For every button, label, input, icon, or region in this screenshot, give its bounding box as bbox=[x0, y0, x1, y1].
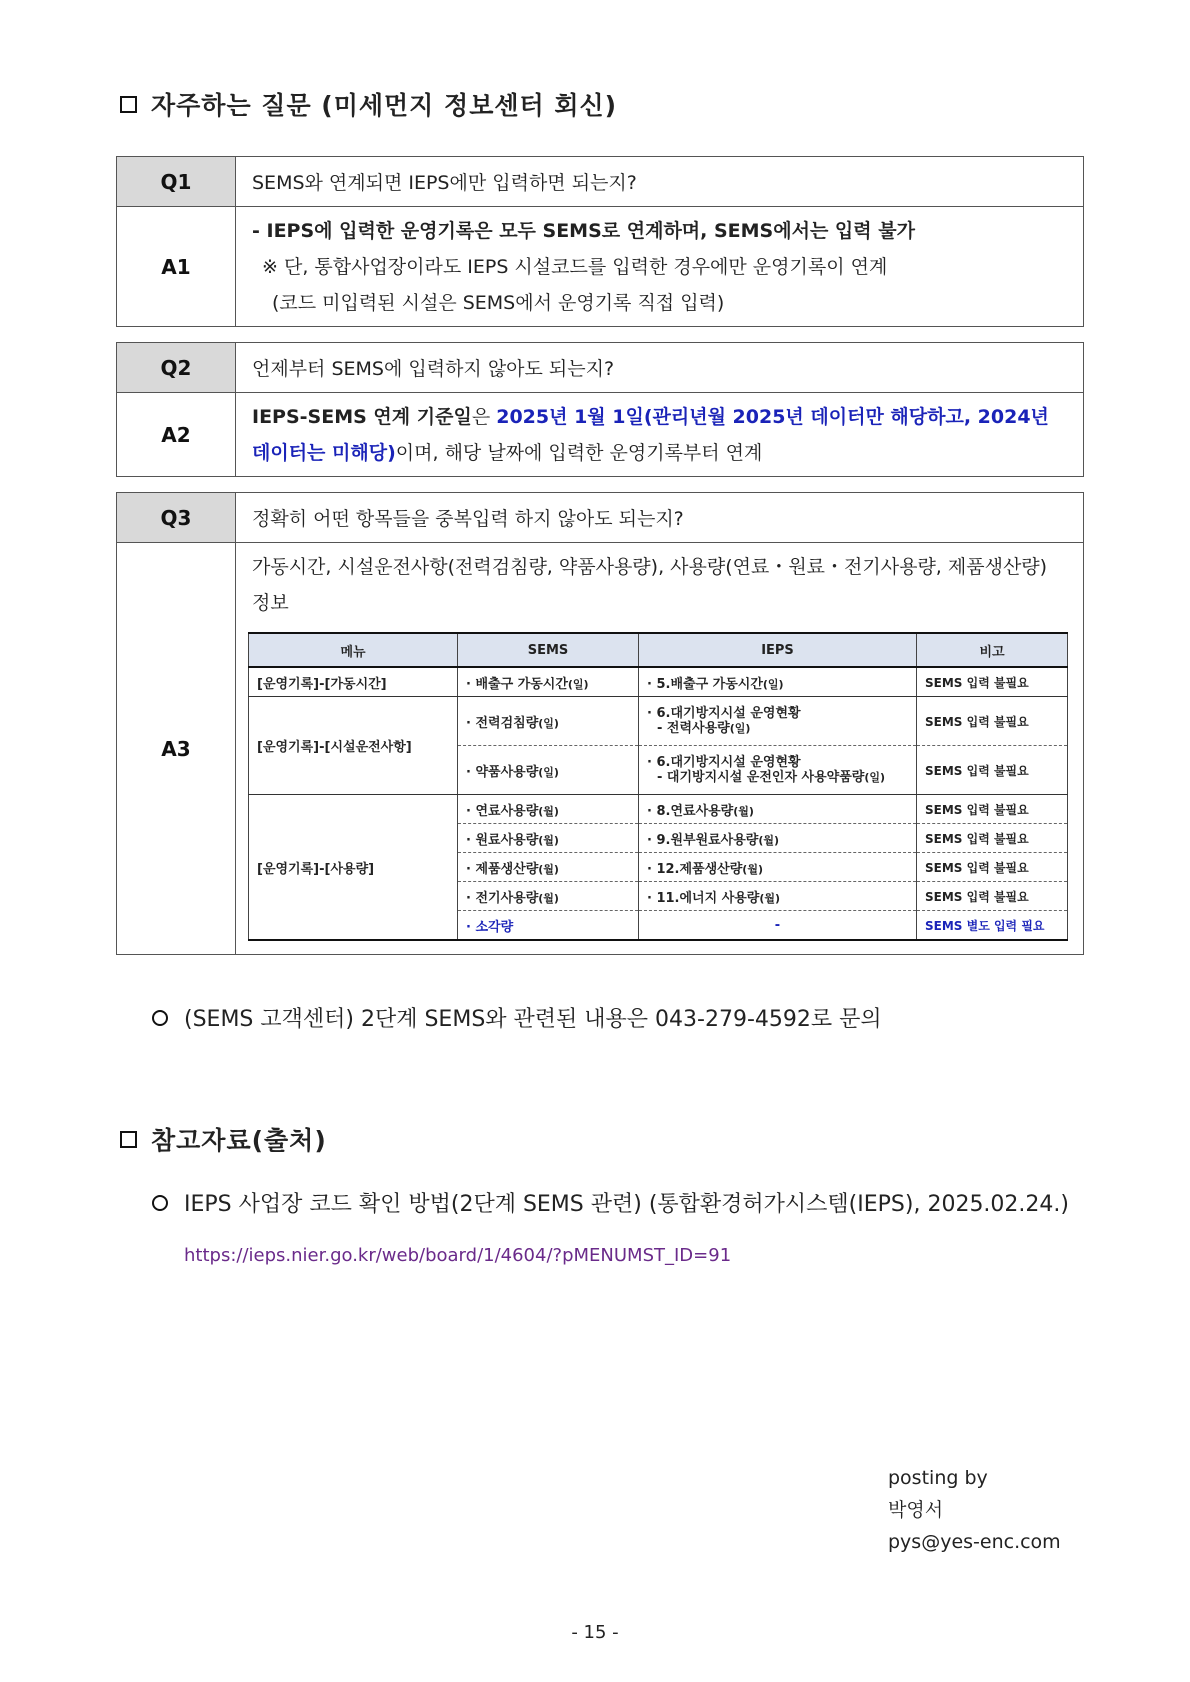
note-cell: SEMS 별도 입력 필요 bbox=[917, 911, 1068, 941]
q2-text: 언제부터 SEMS에 입력하지 않아도 되는지? bbox=[236, 343, 1084, 393]
ieps-cell: · 6.대기방지시설 운영현황 - 전력사용량(일) bbox=[639, 697, 917, 746]
a2-part2: 은 bbox=[471, 405, 497, 428]
ref-url-link[interactable]: https://ieps.nier.go.kr/web/board/1/4604/?pMENUMST_ID=91 bbox=[184, 1245, 732, 1266]
sems-cell: · 원료사용량(월) bbox=[458, 824, 639, 853]
circle-bullet-icon bbox=[152, 1010, 168, 1026]
ref-item-text: IEPS 사업장 코드 확인 방법(2단계 SEMS 관련) (통합환경허가시스템(IEPS), 2025.02.24.) bbox=[184, 1192, 1069, 1217]
ref-heading-text: 참고자료(출처) bbox=[151, 1126, 327, 1155]
sems-cell: · 제품생산량(월) bbox=[458, 853, 639, 882]
header-ieps: IEPS bbox=[639, 633, 917, 667]
qa-table-2 bbox=[116, 342, 1084, 477]
sems-cell: · 약품사용량(일) bbox=[458, 746, 639, 795]
a2-part1: IEPS-SEMS 연계 기준일 bbox=[252, 405, 472, 428]
faq-heading bbox=[120, 86, 617, 122]
q2-label: Q2 bbox=[117, 343, 236, 393]
checkbox-square-icon bbox=[120, 1131, 137, 1148]
a1-line1: - IEPS에 입력한 운영기록은 모두 SEMS로 연계하며, SEMS에서는 입력 불가 bbox=[252, 219, 915, 242]
q1-text: SEMS와 연계되면 IEPS에만 입력하면 되는지? bbox=[236, 157, 1084, 207]
circle-bullet-icon bbox=[152, 1195, 168, 1211]
ref-heading bbox=[120, 1121, 327, 1157]
ieps-cell: · 9.원부원료사용량(월) bbox=[639, 824, 917, 853]
note-cell: SEMS 입력 불필요 bbox=[917, 824, 1068, 853]
sems-cell: · 배출구 가동시간(일) bbox=[458, 667, 639, 697]
customer-center-item bbox=[152, 1002, 882, 1033]
note-cell: SEMS 입력 불필요 bbox=[917, 853, 1068, 882]
posting-block bbox=[888, 1462, 1061, 1558]
page-number: - 15 - bbox=[571, 1622, 619, 1643]
header-note: 비고 bbox=[917, 633, 1068, 667]
ieps-cell: · 8.연료사용량(월) bbox=[639, 795, 917, 824]
menu-cell: [운영기록]-[시설운전사항] bbox=[249, 697, 458, 795]
sems-cell: · 전기사용량(월) bbox=[458, 882, 639, 911]
menu-cell: [운영기록]-[가동시간] bbox=[249, 667, 458, 697]
menu-cell: [운영기록]-[사용량] bbox=[249, 795, 458, 941]
a1-line2: ※ 단, 통합사업장이라도 IEPS 시설코드를 입력한 경우에만 운영기록이 연계 bbox=[262, 255, 888, 278]
sems-cell: · 소각량 bbox=[458, 911, 639, 941]
posting-by: posting by bbox=[888, 1467, 988, 1489]
table-row bbox=[249, 667, 1068, 697]
note-cell: SEMS 입력 불필요 bbox=[917, 795, 1068, 824]
a1-label: A1 bbox=[117, 207, 236, 327]
q3-label: Q3 bbox=[117, 493, 236, 543]
q1-label: Q1 bbox=[117, 157, 236, 207]
sems-cell: · 연료사용량(월) bbox=[458, 795, 639, 824]
table-row bbox=[249, 697, 1068, 746]
ieps-cell: · 5.배출구 가동시간(일) bbox=[639, 667, 917, 697]
a2-part3: 2025년 1월 1일(관리년월 2025년 데이터만 해당하고, 2024년 데이터는 미해당) bbox=[252, 405, 1049, 464]
posting-email: pys@yes-enc.com bbox=[888, 1531, 1061, 1553]
customer-center-text: (SEMS 고객센터) 2단계 SEMS와 관련된 내용은 043-279-4592로 문의 bbox=[184, 1007, 882, 1032]
ref-item bbox=[152, 1187, 1069, 1218]
header-sems: SEMS bbox=[458, 633, 639, 667]
a1-line3: (코드 미입력된 시설은 SEMS에서 운영기록 직접 입력) bbox=[272, 291, 725, 314]
usage-mapping-table bbox=[248, 632, 1068, 941]
posting-name: 박영서 bbox=[888, 1499, 944, 1521]
note-cell: SEMS 입력 불필요 bbox=[917, 667, 1068, 697]
ieps-cell: · 12.제품생산량(월) bbox=[639, 853, 917, 882]
ieps-cell: - bbox=[639, 911, 917, 941]
faq-heading-text: 자주하는 질문 (미세먼지 정보센터 회신) bbox=[151, 91, 618, 120]
a2-text bbox=[236, 393, 1084, 477]
a2-label: A2 bbox=[117, 393, 236, 477]
header-menu: 메뉴 bbox=[249, 633, 458, 667]
note-cell: SEMS 입력 불필요 bbox=[917, 882, 1068, 911]
note-cell: SEMS 입력 불필요 bbox=[917, 697, 1068, 746]
ieps-cell: · 11.에너지 사용량(월) bbox=[639, 882, 917, 911]
a3-label: A3 bbox=[117, 543, 236, 955]
a2-part4: 이며, 해당 날짜에 입력한 운영기록부터 연계 bbox=[395, 441, 763, 464]
ieps-cell: · 6.대기방지시설 운영현황 - 대기방지시설 운전인자 사용약품량(일) bbox=[639, 746, 917, 795]
table-row bbox=[249, 795, 1068, 824]
sems-cell: · 전력검침량(일) bbox=[458, 697, 639, 746]
note-cell: SEMS 입력 불필요 bbox=[917, 746, 1068, 795]
qa-table-1 bbox=[116, 156, 1084, 327]
q3-text: 정확히 어떤 항목들을 중복입력 하지 않아도 되는지? bbox=[236, 493, 1084, 543]
a3-intro: 가동시간, 시설운전사항(전력검침량, 약품사용량), 사용량(연료・원료・전기사용량, 제품생산량) 정보 bbox=[252, 556, 1048, 614]
checkbox-square-icon bbox=[120, 96, 137, 113]
